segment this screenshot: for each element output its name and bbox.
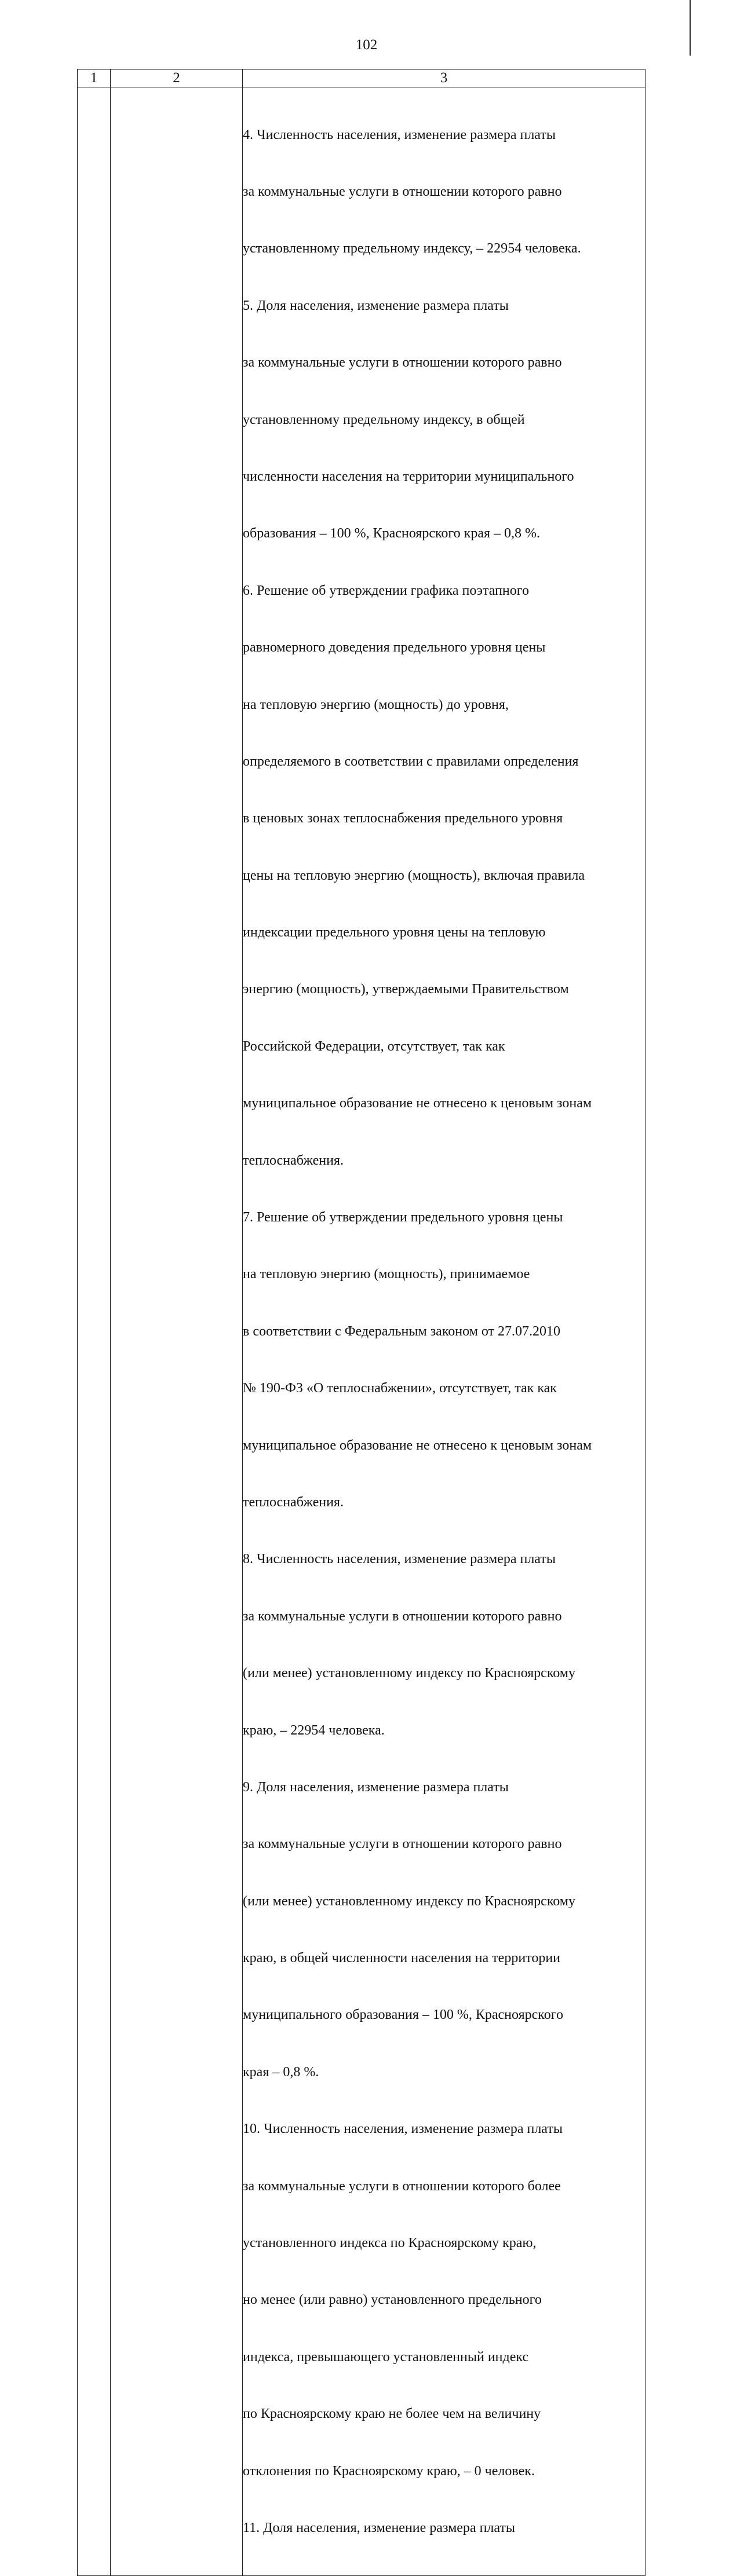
text-line: муниципального образования – 100 %, Красноярского — [243, 2007, 563, 2023]
text-line: установленного индекса по Красноярскому краю, — [243, 2235, 537, 2251]
text-line: за коммунальные услуги в отношении которого равно — [243, 1608, 562, 1624]
text-line: за коммунальные услуги в отношении которого равно — [243, 355, 562, 371]
text-line: индексации предельного уровня цены на тепловую — [243, 925, 546, 941]
text-line: определяемого в соответствии с правилами определения — [243, 753, 579, 769]
column-header-3: 3 — [243, 69, 646, 87]
text-line: образования – 100 %, Красноярского края – 0,8 %. — [243, 526, 541, 541]
text-line: теплоснабжения. — [243, 1494, 344, 1510]
column-header-1: 1 — [78, 69, 111, 87]
table-row — [78, 87, 646, 2576]
column-header-2: 2 — [111, 69, 243, 87]
text-line: муниципальное образование не отнесено к ценовым зонам — [243, 1437, 592, 1453]
text-line: (или менее) установленному индексу по Красноярскому — [243, 1666, 575, 1681]
column-1-cell — [78, 87, 111, 2576]
text-line: установленному предельному индексу, в общей — [243, 412, 525, 427]
text-line: (или менее) установленному индексу по Красноярскому — [243, 1893, 575, 1909]
column-3-cell — [243, 87, 646, 2576]
text-line: на тепловую энергию (мощность), принимаемое — [243, 1267, 530, 1282]
text-line: за коммунальные услуги в отношении которого равно — [243, 1836, 562, 1852]
text-line: края – 0,8 %. — [243, 2064, 319, 2080]
document-table — [77, 69, 646, 2576]
text-line: численности населения на территории муниципального — [243, 469, 574, 484]
text-line: Российской Федерации, отсутствует, так как — [243, 1038, 505, 1054]
text-line: 10. Численность населения, изменение размера платы — [243, 2121, 563, 2137]
text-line: на тепловую энергию (мощность) до уровня, — [243, 697, 509, 712]
page-number: 102 — [355, 37, 378, 53]
text-line: индекса, превышающего установленный индекс — [243, 2349, 529, 2365]
text-line: по Красноярскому краю не более чем на величину — [243, 2406, 541, 2422]
column-2-cell — [111, 87, 243, 2576]
text-line: но менее (или равно) установленного предельного — [243, 2292, 542, 2308]
text-line: энергию (мощность), утверждаемыми Правительством — [243, 982, 569, 997]
text-line: теплоснабжения. — [243, 1152, 344, 1168]
text-line: 9. Доля населения, изменение размера платы — [243, 1779, 509, 1795]
text-line: муниципальное образование не отнесено к ценовым зонам — [243, 1096, 592, 1111]
table-header-row — [78, 69, 646, 87]
text-line: 5. Доля населения, изменение размера платы — [243, 298, 509, 313]
text-line: равномерного доведения предельного уровня цены — [243, 640, 546, 656]
text-line: в соответствии с Федеральным законом от 27.07.2010 — [243, 1323, 561, 1339]
text-line: установленному предельному индексу, – 22954 человека. — [243, 241, 581, 257]
text-line: краю, в общей численности населения на территории — [243, 1951, 561, 1966]
text-line: краю, – 22954 человека. — [243, 1722, 385, 1738]
text-line: отклонения по Красноярскому краю, – 0 человек. — [243, 2463, 535, 2479]
text-line: за коммунальные услуги в отношении которого равно — [243, 184, 562, 199]
text-line: 8. Численность населения, изменение размера платы — [243, 1552, 556, 1567]
text-line: 4. Численность населения, изменение размера платы — [243, 127, 556, 142]
text-line: № 190-ФЗ «О теплоснабжении», отсутствует, так как — [243, 1381, 557, 1396]
text-line: цены на тепловую энергию (мощность), включая правила — [243, 868, 585, 883]
text-line: 6. Решение об утверждении графика поэтапного — [243, 583, 530, 598]
text-line: 11. Доля населения, изменение размера платы — [243, 2520, 516, 2535]
text-line: 7. Решение об утверждении предельного уровня цены — [243, 1210, 563, 1225]
text-line: в ценовых зонах теплоснабжения предельного уровня — [243, 811, 563, 826]
text-line: за коммунальные услуги в отношении которого более — [243, 2178, 561, 2194]
